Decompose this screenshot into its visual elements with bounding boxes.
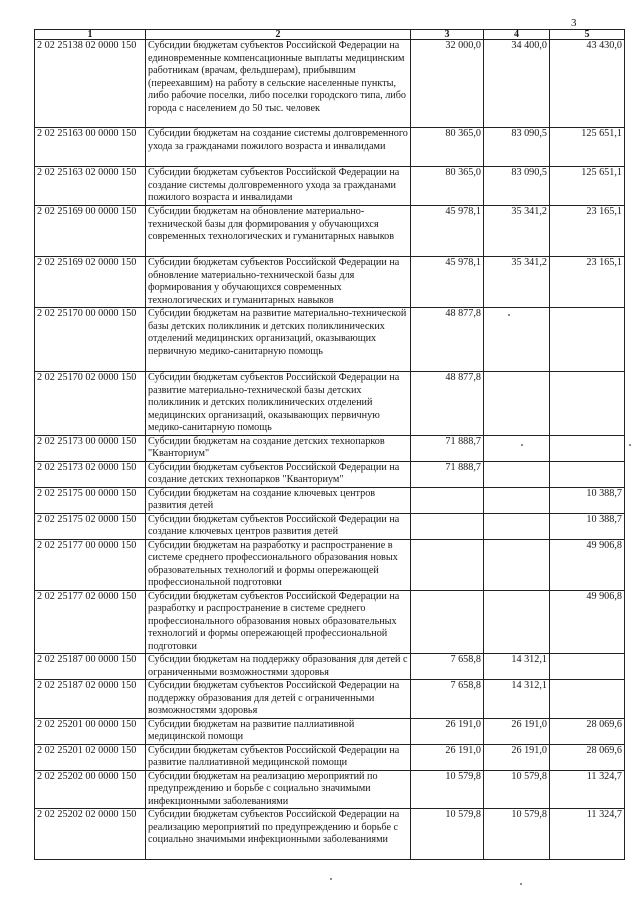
page-number: 3 bbox=[571, 17, 577, 29]
value-cell-col3: 7 658,8 bbox=[411, 654, 484, 680]
description-cell: Субсидии бюджетам на создание системы долговременного ухода за гражданами пожилого возраста и инвалидами bbox=[146, 128, 411, 167]
value-cell-col4: 10 579,8 bbox=[484, 770, 550, 809]
value-cell-col5: 28 069,6 bbox=[550, 718, 625, 744]
budget-code-cell: 2 02 25163 02 0000 150 bbox=[35, 167, 146, 206]
header-cell-2: 2 bbox=[146, 30, 411, 40]
value-cell-col4: 14 312,1 bbox=[484, 680, 550, 719]
value-cell-col3: 48 877,8 bbox=[411, 308, 484, 372]
value-cell-col3: 7 658,8 bbox=[411, 680, 484, 719]
budget-table bbox=[34, 29, 625, 860]
value-cell-col5: 11 324,7 bbox=[550, 809, 625, 860]
description-cell: Субсидии бюджетам субъектов Российской Федерации на реализацию мероприятий по предупреждению и борьбе с социально значимыми инфекционными заболеваниями bbox=[146, 809, 411, 860]
description-cell: Субсидии бюджетам субъектов Российской Федерации на развитие паллиативной медицинской помощи bbox=[146, 744, 411, 770]
budget-code-cell: 2 02 25163 00 0000 150 bbox=[35, 128, 146, 167]
description-cell: Субсидии бюджетам субъектов Российской Федерации на развитие материально-технической базы детских поликлиник и детских поликлинических отделений медицинских организаций, оказывающих первичную медико-санитарную помощь bbox=[146, 372, 411, 436]
value-cell-col3 bbox=[411, 487, 484, 513]
value-cell-col4 bbox=[484, 372, 550, 436]
table-row bbox=[35, 372, 625, 436]
description-cell: Субсидии бюджетам на обновление материально-технической базы для формирования у обучающихся современных технологических и гуманитарных навыков bbox=[146, 206, 411, 257]
value-cell-col5: 125 651,1 bbox=[550, 167, 625, 206]
budget-code-cell: 2 02 25187 00 0000 150 bbox=[35, 654, 146, 680]
value-cell-col4: 26 191,0 bbox=[484, 718, 550, 744]
value-cell-col5: 10 388,7 bbox=[550, 513, 625, 539]
budget-code-cell: 2 02 25177 02 0000 150 bbox=[35, 590, 146, 654]
value-cell-col3: 45 978,1 bbox=[411, 257, 484, 308]
description-cell: Субсидии бюджетам на разработку и распространение в системе среднего профессионального образования новых образовательных технологий и формы опережающей профессиональной подготовки bbox=[146, 539, 411, 590]
budget-code-cell: 2 02 25201 00 0000 150 bbox=[35, 718, 146, 744]
table-row bbox=[35, 744, 625, 770]
table-row bbox=[35, 167, 625, 206]
description-cell: Субсидии бюджетам субъектов Российской Федерации на создание детских технопарков "Кванториум" bbox=[146, 461, 411, 487]
table-row bbox=[35, 257, 625, 308]
value-cell-col4 bbox=[484, 590, 550, 654]
value-cell-col4: 35 341,2 bbox=[484, 206, 550, 257]
value-cell-col5 bbox=[550, 680, 625, 719]
scan-speck bbox=[629, 444, 631, 446]
value-cell-col3: 71 888,7 bbox=[411, 461, 484, 487]
budget-code-cell: 2 02 25170 00 0000 150 bbox=[35, 308, 146, 372]
table-row bbox=[35, 513, 625, 539]
table-row bbox=[35, 654, 625, 680]
description-cell: Субсидии бюджетам субъектов Российской Федерации на разработку и распространение в системе среднего профессионального образования новых образовательных технологий и формы опережающей профессиональной подготовки bbox=[146, 590, 411, 654]
description-cell: Субсидии бюджетам на создание ключевых центров развития детей bbox=[146, 487, 411, 513]
value-cell-col4: 10 579,8 bbox=[484, 809, 550, 860]
value-cell-col5 bbox=[550, 461, 625, 487]
table-row bbox=[35, 809, 625, 860]
value-cell-col4: 83 090,5 bbox=[484, 167, 550, 206]
budget-code-cell: 2 02 25175 02 0000 150 bbox=[35, 513, 146, 539]
description-cell: Субсидии бюджетам субъектов Российской Федерации на поддержку образования для детей с ограниченными возможностями здоровья bbox=[146, 680, 411, 719]
value-cell-col3: 26 191,0 bbox=[411, 718, 484, 744]
budget-code-cell: 2 02 25177 00 0000 150 bbox=[35, 539, 146, 590]
value-cell-col3: 48 877,8 bbox=[411, 372, 484, 436]
table-row bbox=[35, 308, 625, 372]
value-cell-col5: 23 165,1 bbox=[550, 257, 625, 308]
value-cell-col3: 10 579,8 bbox=[411, 770, 484, 809]
value-cell-col3 bbox=[411, 590, 484, 654]
value-cell-col3 bbox=[411, 539, 484, 590]
scan-speck bbox=[521, 444, 523, 446]
value-cell-col5: 43 430,0 bbox=[550, 40, 625, 128]
value-cell-col5 bbox=[550, 654, 625, 680]
budget-code-cell: 2 02 25173 00 0000 150 bbox=[35, 435, 146, 461]
value-cell-col4 bbox=[484, 487, 550, 513]
table-row bbox=[35, 770, 625, 809]
budget-code-cell: 2 02 25173 02 0000 150 bbox=[35, 461, 146, 487]
budget-code-cell: 2 02 25175 00 0000 150 bbox=[35, 487, 146, 513]
table-row bbox=[35, 40, 625, 128]
budget-code-cell: 2 02 25169 02 0000 150 bbox=[35, 257, 146, 308]
description-cell: Субсидии бюджетам на реализацию мероприятий по предупреждению и борьбе с социально значимыми инфекционными заболеваниями bbox=[146, 770, 411, 809]
value-cell-col4: 83 090,5 bbox=[484, 128, 550, 167]
table-row bbox=[35, 461, 625, 487]
table-row bbox=[35, 487, 625, 513]
scan-speck bbox=[520, 883, 522, 885]
value-cell-col4: 26 191,0 bbox=[484, 744, 550, 770]
value-cell-col5: 28 069,6 bbox=[550, 744, 625, 770]
budget-code-cell: 2 02 25187 02 0000 150 bbox=[35, 680, 146, 719]
value-cell-col3 bbox=[411, 513, 484, 539]
value-cell-col5: 23 165,1 bbox=[550, 206, 625, 257]
value-cell-col4 bbox=[484, 539, 550, 590]
value-cell-col5 bbox=[550, 308, 625, 372]
value-cell-col5: 11 324,7 bbox=[550, 770, 625, 809]
table-row bbox=[35, 590, 625, 654]
table-row bbox=[35, 680, 625, 719]
table-row bbox=[35, 718, 625, 744]
table-row bbox=[35, 539, 625, 590]
description-cell: Субсидии бюджетам субъектов Российской Федерации на создание системы долговременного ухода за гражданами пожилого возраста и инвалидами bbox=[146, 167, 411, 206]
description-cell: Субсидии бюджетам на развитие паллиативной медицинской помощи bbox=[146, 718, 411, 744]
header-cell-3: 3 bbox=[411, 30, 484, 40]
value-cell-col4: 35 341,2 bbox=[484, 257, 550, 308]
header-cell-5: 5 bbox=[550, 30, 625, 40]
value-cell-col5: 10 388,7 bbox=[550, 487, 625, 513]
value-cell-col4 bbox=[484, 435, 550, 461]
budget-code-cell: 2 02 25202 02 0000 150 bbox=[35, 809, 146, 860]
budget-code-cell: 2 02 25170 02 0000 150 bbox=[35, 372, 146, 436]
budget-code-cell: 2 02 25201 02 0000 150 bbox=[35, 744, 146, 770]
description-cell: Субсидии бюджетам на поддержку образования для детей с ограниченными возможностями здоровья bbox=[146, 654, 411, 680]
value-cell-col3: 80 365,0 bbox=[411, 128, 484, 167]
table-header-row bbox=[35, 30, 625, 40]
value-cell-col4 bbox=[484, 308, 550, 372]
value-cell-col3: 71 888,7 bbox=[411, 435, 484, 461]
value-cell-col3: 10 579,8 bbox=[411, 809, 484, 860]
value-cell-col5: 49 906,8 bbox=[550, 590, 625, 654]
budget-code-cell: 2 02 25138 02 0000 150 bbox=[35, 40, 146, 128]
value-cell-col4 bbox=[484, 513, 550, 539]
description-cell: Субсидии бюджетам на создание детских технопарков "Кванториум" bbox=[146, 435, 411, 461]
scan-speck bbox=[330, 878, 332, 880]
budget-code-cell: 2 02 25169 00 0000 150 bbox=[35, 206, 146, 257]
value-cell-col5 bbox=[550, 372, 625, 436]
table-row bbox=[35, 128, 625, 167]
value-cell-col3: 45 978,1 bbox=[411, 206, 484, 257]
description-cell: Субсидии бюджетам субъектов Российской Федерации на единовременные компенсационные выплаты медицинским работникам (врачам, фельдшерам), прибывшим (переехавшим) на работу в сельские населенные пункты, либо рабочие поселки, либо поселки городского типа, либо города с населением до 50 тыс. человек bbox=[146, 40, 411, 128]
description-cell: Субсидии бюджетам на развитие материально-технической базы детских поликлиник и детских поликлинических отделений медицинских организаций, оказывающих первичную медико-санитарную помощь bbox=[146, 308, 411, 372]
value-cell-col3: 26 191,0 bbox=[411, 744, 484, 770]
description-cell: Субсидии бюджетам субъектов Российской Федерации на обновление материально-технической базы для формирования у обучающихся современных технологических и гуманитарных навыков bbox=[146, 257, 411, 308]
table-row bbox=[35, 206, 625, 257]
description-cell: Субсидии бюджетам субъектов Российской Федерации на создание ключевых центров развития детей bbox=[146, 513, 411, 539]
value-cell-col5: 49 906,8 bbox=[550, 539, 625, 590]
value-cell-col5 bbox=[550, 435, 625, 461]
header-cell-4: 4 bbox=[484, 30, 550, 40]
value-cell-col5: 125 651,1 bbox=[550, 128, 625, 167]
value-cell-col3: 80 365,0 bbox=[411, 167, 484, 206]
budget-code-cell: 2 02 25202 00 0000 150 bbox=[35, 770, 146, 809]
scan-speck bbox=[508, 314, 510, 316]
value-cell-col4: 14 312,1 bbox=[484, 654, 550, 680]
header-cell-1: 1 bbox=[35, 30, 146, 40]
value-cell-col3: 32 000,0 bbox=[411, 40, 484, 128]
value-cell-col4 bbox=[484, 461, 550, 487]
table-row bbox=[35, 435, 625, 461]
value-cell-col4: 34 400,0 bbox=[484, 40, 550, 128]
